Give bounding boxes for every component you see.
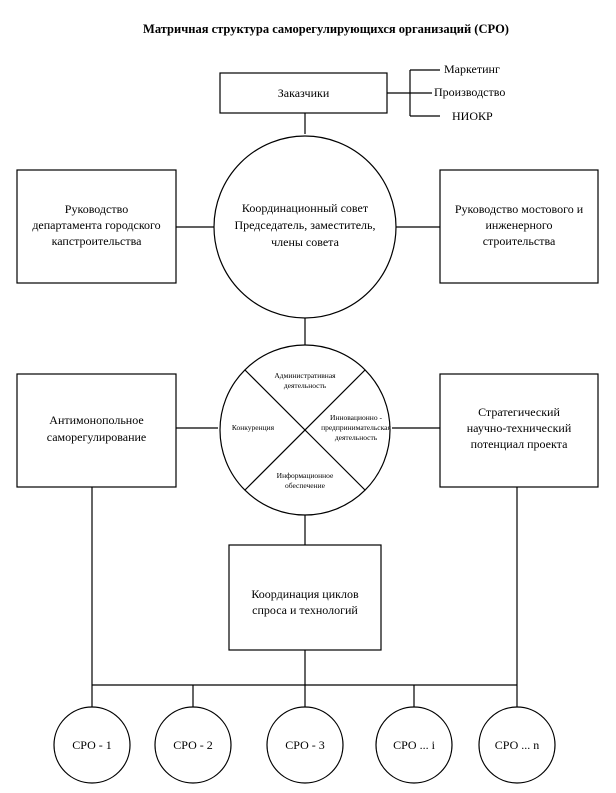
sro-3-circle bbox=[267, 707, 343, 783]
city-construction-line-3: капстроительства bbox=[51, 234, 142, 248]
coordination-box bbox=[229, 545, 381, 650]
activity-innovation-line-2: предпринимательская bbox=[321, 423, 391, 432]
bridge-construction-line-2: инженерного bbox=[485, 218, 553, 232]
sro-i-label: СРО ... i bbox=[393, 738, 435, 752]
activity-admin-line-1: Административная bbox=[274, 371, 336, 380]
customers-label: Заказчики bbox=[277, 86, 330, 100]
sro-3-label: СРО - 3 bbox=[285, 738, 325, 752]
activity-innovation-line-1: Инновационно - bbox=[330, 413, 382, 422]
antimonopoly-box bbox=[17, 374, 176, 487]
sro-2-label: СРО - 2 bbox=[173, 738, 213, 752]
activity-info-line-1: Информационное bbox=[276, 471, 334, 480]
customers-box bbox=[220, 73, 387, 113]
coordination-line-2: спроса и технологий bbox=[252, 603, 358, 617]
council-line-3: члены совета bbox=[271, 235, 339, 249]
link-marketing: Маркетинг bbox=[444, 62, 500, 76]
coordination-line-1: Координация циклов bbox=[251, 587, 359, 601]
sro-1-circle bbox=[54, 707, 130, 783]
city-construction-box bbox=[17, 170, 176, 283]
bridge-construction-line-3: строительства bbox=[482, 234, 556, 248]
diagram-title: Матричная структура саморегулирующихся организаций (СРО) bbox=[143, 22, 509, 36]
activity-competition: Конкуренция bbox=[231, 423, 275, 432]
antimonopoly-line-1: Антимонопольное bbox=[49, 413, 144, 427]
council-line-1: Координационный совет bbox=[241, 201, 369, 215]
sro-n-label: СРО ... n bbox=[494, 738, 540, 752]
strategic-potential-line-1: Стратегический bbox=[478, 405, 560, 419]
sro-n-circle bbox=[479, 707, 555, 783]
sro-i-circle bbox=[376, 707, 452, 783]
link-rnd: НИОКР bbox=[452, 109, 493, 123]
activity-circle bbox=[220, 345, 391, 515]
strategic-potential-line-3: потенциал проекта bbox=[470, 437, 568, 451]
council-line-2: Председатель, заместитель, bbox=[234, 218, 376, 232]
link-production: Производство bbox=[434, 85, 506, 99]
council-circle bbox=[214, 136, 396, 318]
city-construction-line-2: департамента городского bbox=[32, 218, 161, 232]
sro-2-circle bbox=[155, 707, 231, 783]
bridge-construction-box bbox=[440, 170, 598, 283]
strategic-potential-box bbox=[440, 374, 598, 487]
city-construction-line-1: Руководство bbox=[64, 202, 129, 216]
antimonopoly-line-2: саморегулирование bbox=[46, 430, 147, 444]
sro-1-label: СРО - 1 bbox=[72, 738, 112, 752]
strategic-potential-line-2: научно-технический bbox=[466, 421, 572, 435]
activity-admin-line-2: деятельность bbox=[283, 381, 327, 390]
activity-innovation-line-3: деятельность bbox=[334, 433, 378, 442]
activity-info-line-2: обеспечение bbox=[285, 481, 325, 490]
bridge-construction-line-1: Руководство мостового и bbox=[454, 202, 584, 216]
